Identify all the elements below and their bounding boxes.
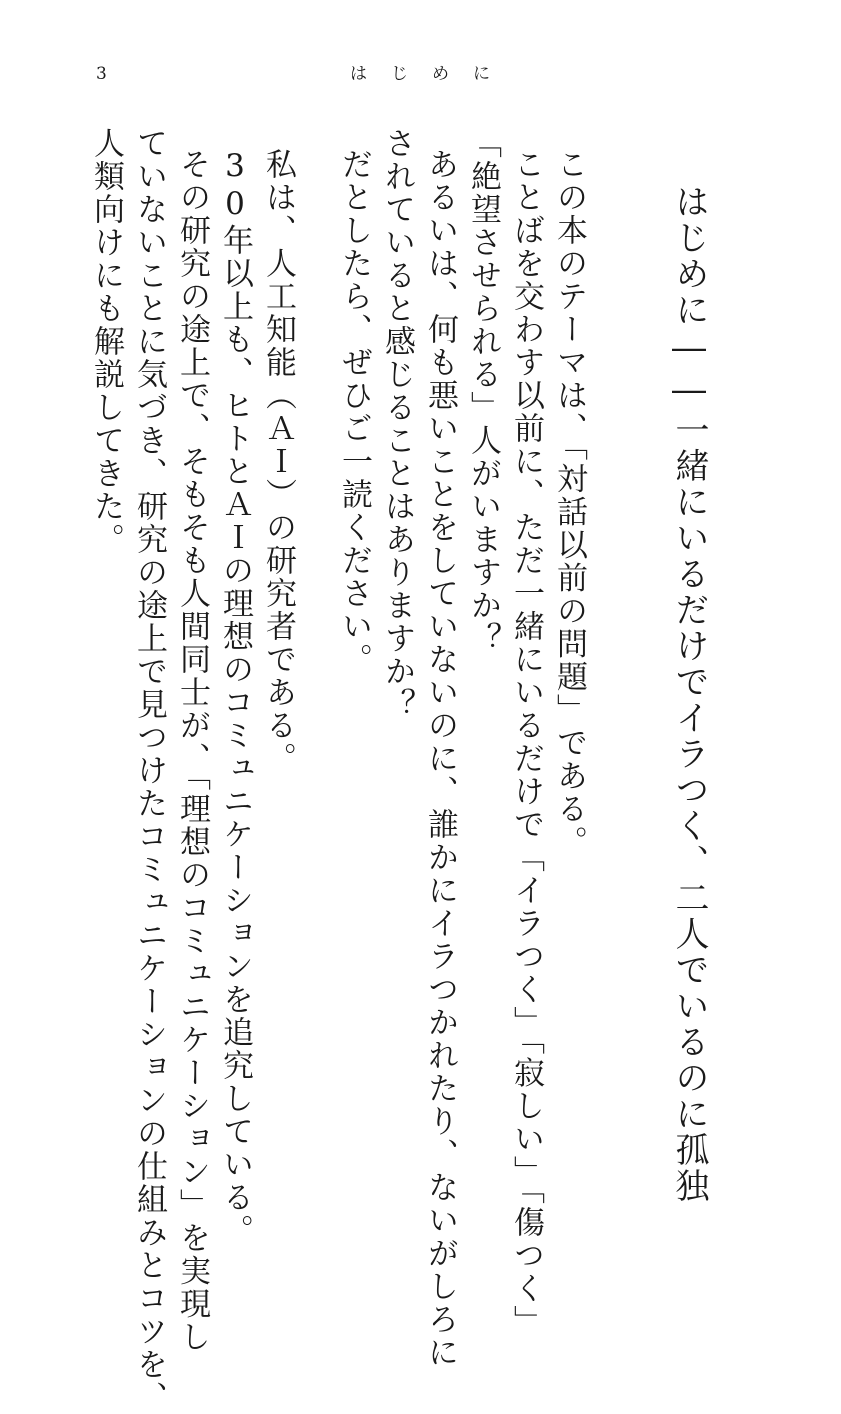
paragraph-line: 30年以上も、ヒトとＡＩの理想のコミュニケーションを追究している。: [217, 148, 253, 1247]
paragraph-line: あるいは、何も悪いことをしていないのに、誰かにイラつかれたり、ないがしろに: [422, 148, 458, 1369]
paragraph-line: 「絶望させられる」人がいますか？: [465, 127, 501, 655]
running-head: はじめに: [350, 64, 514, 84]
paragraph-line: この本のテーマは、「対話以前の問題」である。: [551, 148, 587, 859]
paragraph-line: 私は、人工知能（ＡＩ）の研究者である。: [260, 148, 296, 775]
paragraph-line: その研究の途上で、そもそも人間同士が、「理想のコミュニケーション」を実現し: [174, 148, 210, 1354]
paragraph-line: 人類向けにも解説してきた。: [88, 127, 124, 556]
chapter-title: はじめに――一緒にいるだけでイラつく、二人でいるのに孤独: [669, 184, 709, 1204]
paragraph-line: だとしたら、ぜひご一読ください。: [336, 148, 372, 676]
paragraph-line: ことばを交わす以前に、ただ一緒にいるだけで「イラつく」「寂しい」「傷つく」: [508, 148, 544, 1338]
paragraph-line: されていると感じることはありますか？: [379, 127, 415, 721]
paragraph-line: ていないことに気づき、研究の途上で見つけたコミュニケーションの仕組みとコツを、: [131, 127, 167, 1414]
page-number: 3: [96, 64, 107, 84]
